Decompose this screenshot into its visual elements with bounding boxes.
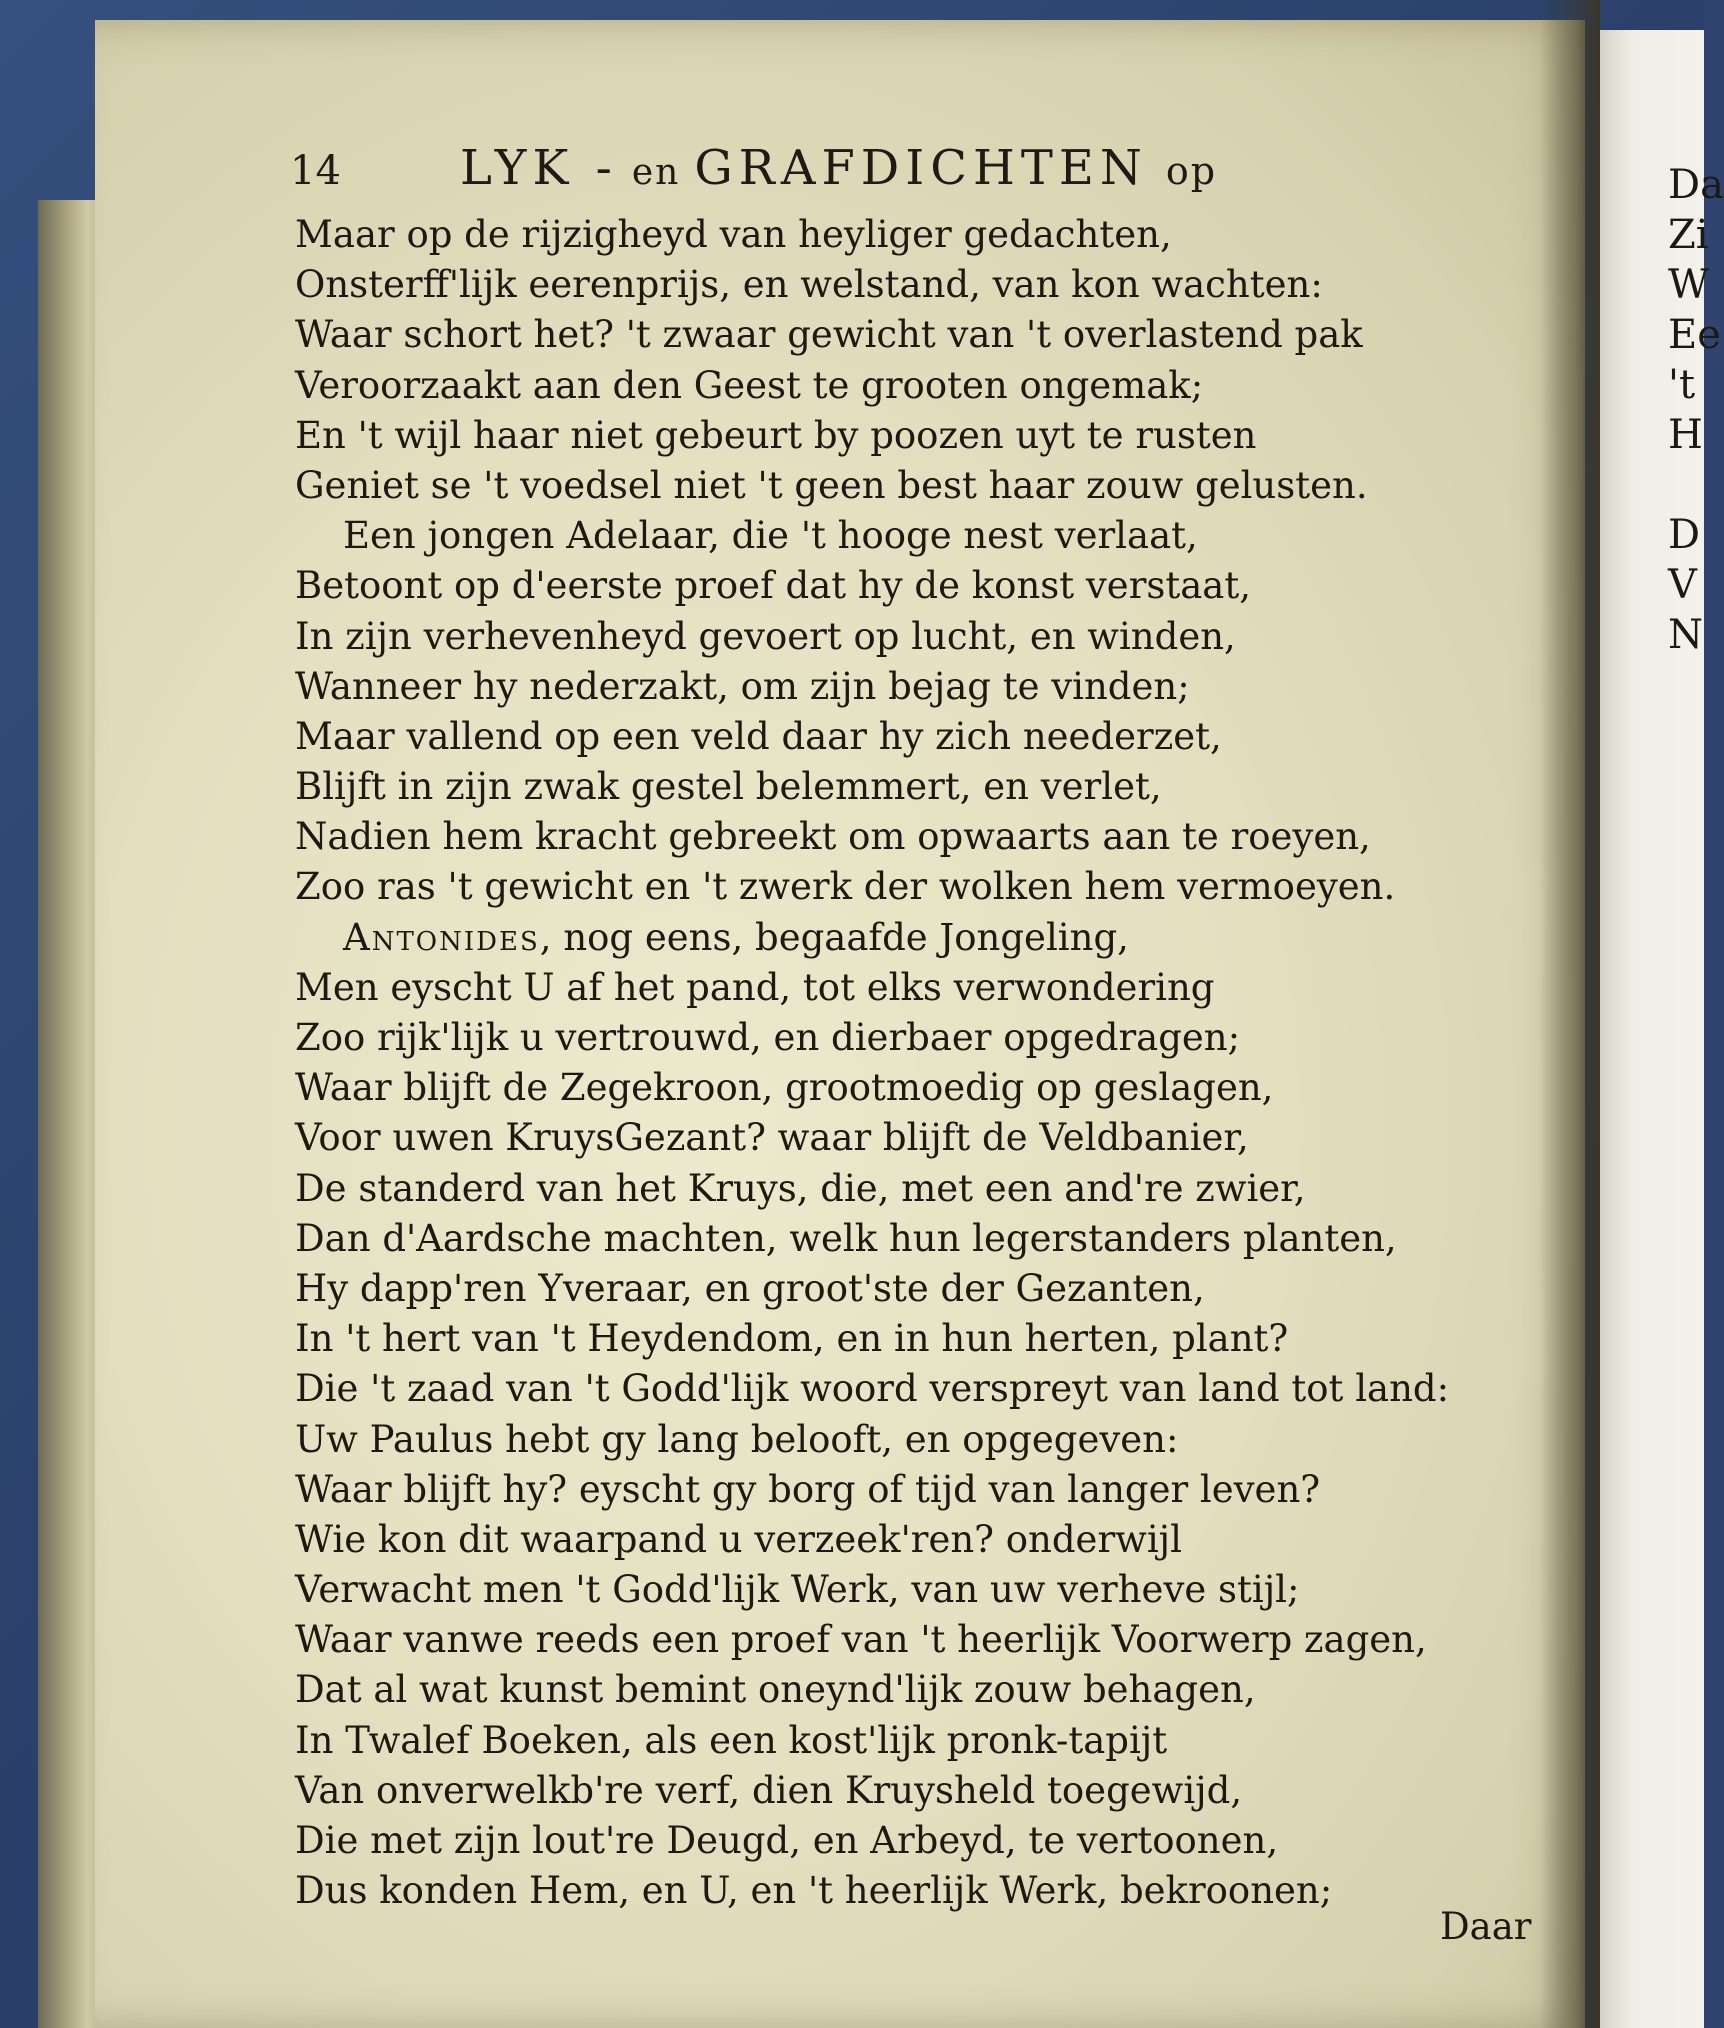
verse-line	[295, 862, 1545, 912]
title-part-2: GRAFDICHTEN	[694, 140, 1148, 196]
verse-text: Die met zijn lout're Deugd, en Arbeyd, te vertoonen,	[295, 1819, 1279, 1862]
verse-line	[295, 461, 1545, 511]
facing-fragment: Zi	[1668, 212, 1709, 258]
poem-text	[295, 210, 1545, 1916]
facing-fragment: 't	[1668, 362, 1696, 408]
verse-line	[295, 1615, 1545, 1665]
verse-line	[295, 511, 1545, 561]
verse-text: Wie kon dit waarpand u verzeek'ren? onderwijl	[295, 1517, 1182, 1561]
verse-line	[295, 210, 1545, 260]
verse-line	[295, 612, 1545, 662]
verse-line	[295, 1113, 1545, 1163]
verse-line	[295, 662, 1545, 712]
verse-line	[295, 1766, 1545, 1816]
verse-text: Uw Paulus hebt gy lang belooft, en opgegeven:	[295, 1417, 1179, 1461]
verse-line	[295, 561, 1545, 611]
page-number: 14	[290, 148, 341, 194]
facing-fragment: D	[1668, 512, 1701, 558]
verse-line	[295, 1063, 1545, 1113]
verse-text: In Twalef Boeken, als een kost'lijk pronk-tapijt	[295, 1718, 1168, 1762]
verse-text: De standerd van het Kruys, die, met een and're zwier,	[295, 1166, 1306, 1210]
verse-text: Van onverwelkb're verf, dien Kruysheld toegewijd,	[295, 1768, 1243, 1812]
verse-text: Veroorzaakt aan den Geest te grooten ongemak;	[295, 363, 1204, 407]
verse-text: Die 't zaad van 't Godd'lijk woord verspreyt van land tot land:	[295, 1367, 1450, 1411]
verse-line	[295, 1264, 1545, 1314]
verse-text: Dat al wat kunst bemint oneynd'lijk zouw behagen,	[295, 1668, 1256, 1712]
verse-text: Maar op de rijzigheyd van heyliger gedachten,	[295, 213, 1172, 256]
verse-text: Dan d'Aardsche machten, welk hun legerstanders planten,	[295, 1216, 1397, 1260]
facing-fragment: Ee	[1668, 312, 1721, 358]
verse-line	[295, 1866, 1545, 1916]
verse-text: Men eyscht U af het pand, tot elks verwondering	[295, 965, 1215, 1009]
verse-text: Wanneer hy nederzakt, om zijn bejag te vinden;	[295, 664, 1190, 708]
verse-text: Waar blijft hy? eyscht gy borg of tijd van langer leven?	[295, 1467, 1321, 1511]
verse-line	[295, 1515, 1545, 1565]
verse-line	[295, 812, 1545, 862]
verse-line	[295, 361, 1545, 411]
verse-text: Zoo rijk'lijk u vertrouwd, en dierbaer opgedragen;	[295, 1016, 1241, 1059]
facing-fragment: W	[1668, 262, 1710, 308]
verse-text: Waar vanwe reeds een proef van 't heerlijk Voorwerp zagen,	[295, 1618, 1427, 1662]
verse-line	[295, 1164, 1545, 1214]
verse-line	[295, 1716, 1545, 1766]
verse-line	[295, 1665, 1545, 1715]
title-part-1: LYK -	[460, 140, 618, 196]
verse-text: Onsterff'lijk eerenprijs, en welstand, van kon wachten:	[295, 263, 1323, 307]
running-head	[290, 140, 1330, 200]
verse-text: Dus konden Hem, en U, en 't heerlijk Werk, bekroonen;	[295, 1869, 1333, 1913]
running-title	[460, 140, 1217, 196]
verse-line	[295, 1364, 1545, 1414]
verse-line	[295, 762, 1545, 812]
verse-line	[295, 1816, 1545, 1866]
verse-text: Waar schort het? 't zwaar gewicht van 't overlastend pak	[295, 313, 1363, 357]
verse-text: Geniet se 't voedsel niet 't geen best haar zouw gelusten.	[295, 463, 1368, 507]
facing-fragment: V	[1668, 562, 1697, 608]
verse-name: Antonides	[343, 915, 540, 959]
verse-line	[295, 1565, 1545, 1615]
verse-line	[295, 260, 1545, 310]
verse-text: Een jongen Adelaar, die 't hooge nest verlaat,	[343, 514, 1198, 558]
verse-line	[295, 1415, 1545, 1465]
verse-text: Blijft in zijn zwak gestel belemmert, en verlet,	[295, 765, 1162, 809]
facing-fragment: Da	[1668, 162, 1724, 208]
verse-line	[295, 913, 1545, 963]
verse-text: Verwacht men 't Godd'lijk Werk, van uw verheve stijl;	[295, 1568, 1300, 1612]
verse-text: Maar vallend op een veld daar hy zich neederzet,	[295, 714, 1222, 758]
facing-page-text	[1668, 160, 1724, 660]
verse-line	[295, 712, 1545, 762]
facing-gap	[1668, 460, 1704, 510]
verse-line	[295, 1314, 1545, 1364]
verse-line	[295, 1465, 1545, 1515]
catchword: Daar	[1440, 1905, 1532, 1948]
verse-text: En 't wijl haar niet gebeurt by poozen uyt te rusten	[295, 413, 1257, 457]
verse-text: In 't hert van 't Heydendom, en in hun herten, plant?	[295, 1317, 1289, 1361]
verse-line	[295, 310, 1545, 360]
page-gutter	[1540, 0, 1600, 2028]
facing-fragment: H	[1668, 412, 1703, 458]
verse-text: Betoont op d'eerste proef dat hy de konst verstaat,	[295, 564, 1251, 608]
verse-line	[295, 1013, 1545, 1063]
verse-text: , nog eens, begaafde Jongeling,	[539, 915, 1129, 959]
verse-text: Nadien hem kracht gebreekt om opwaarts aan te roeyen,	[295, 815, 1371, 859]
verse-line	[295, 1214, 1545, 1264]
verse-text: Hy dapp'ren Yveraar, en groot'ste der Gezanten,	[295, 1266, 1205, 1310]
title-mid: en	[631, 152, 681, 193]
verse-line	[295, 411, 1545, 461]
title-end: op	[1165, 149, 1218, 193]
verse-line	[295, 963, 1545, 1013]
verse-text: Zoo ras 't gewicht en 't zwerk der wolken hem vermoeyen.	[295, 865, 1396, 909]
verse-text: Voor uwen KruysGezant? waar blijft de Veldbanier,	[295, 1116, 1249, 1160]
facing-fragment: N	[1668, 612, 1703, 658]
verse-text: Waar blijft de Zegekroon, grootmoedig op geslagen,	[295, 1066, 1274, 1110]
verse-text: In zijn verhevenheyd gevoert op lucht, en winden,	[295, 614, 1236, 658]
